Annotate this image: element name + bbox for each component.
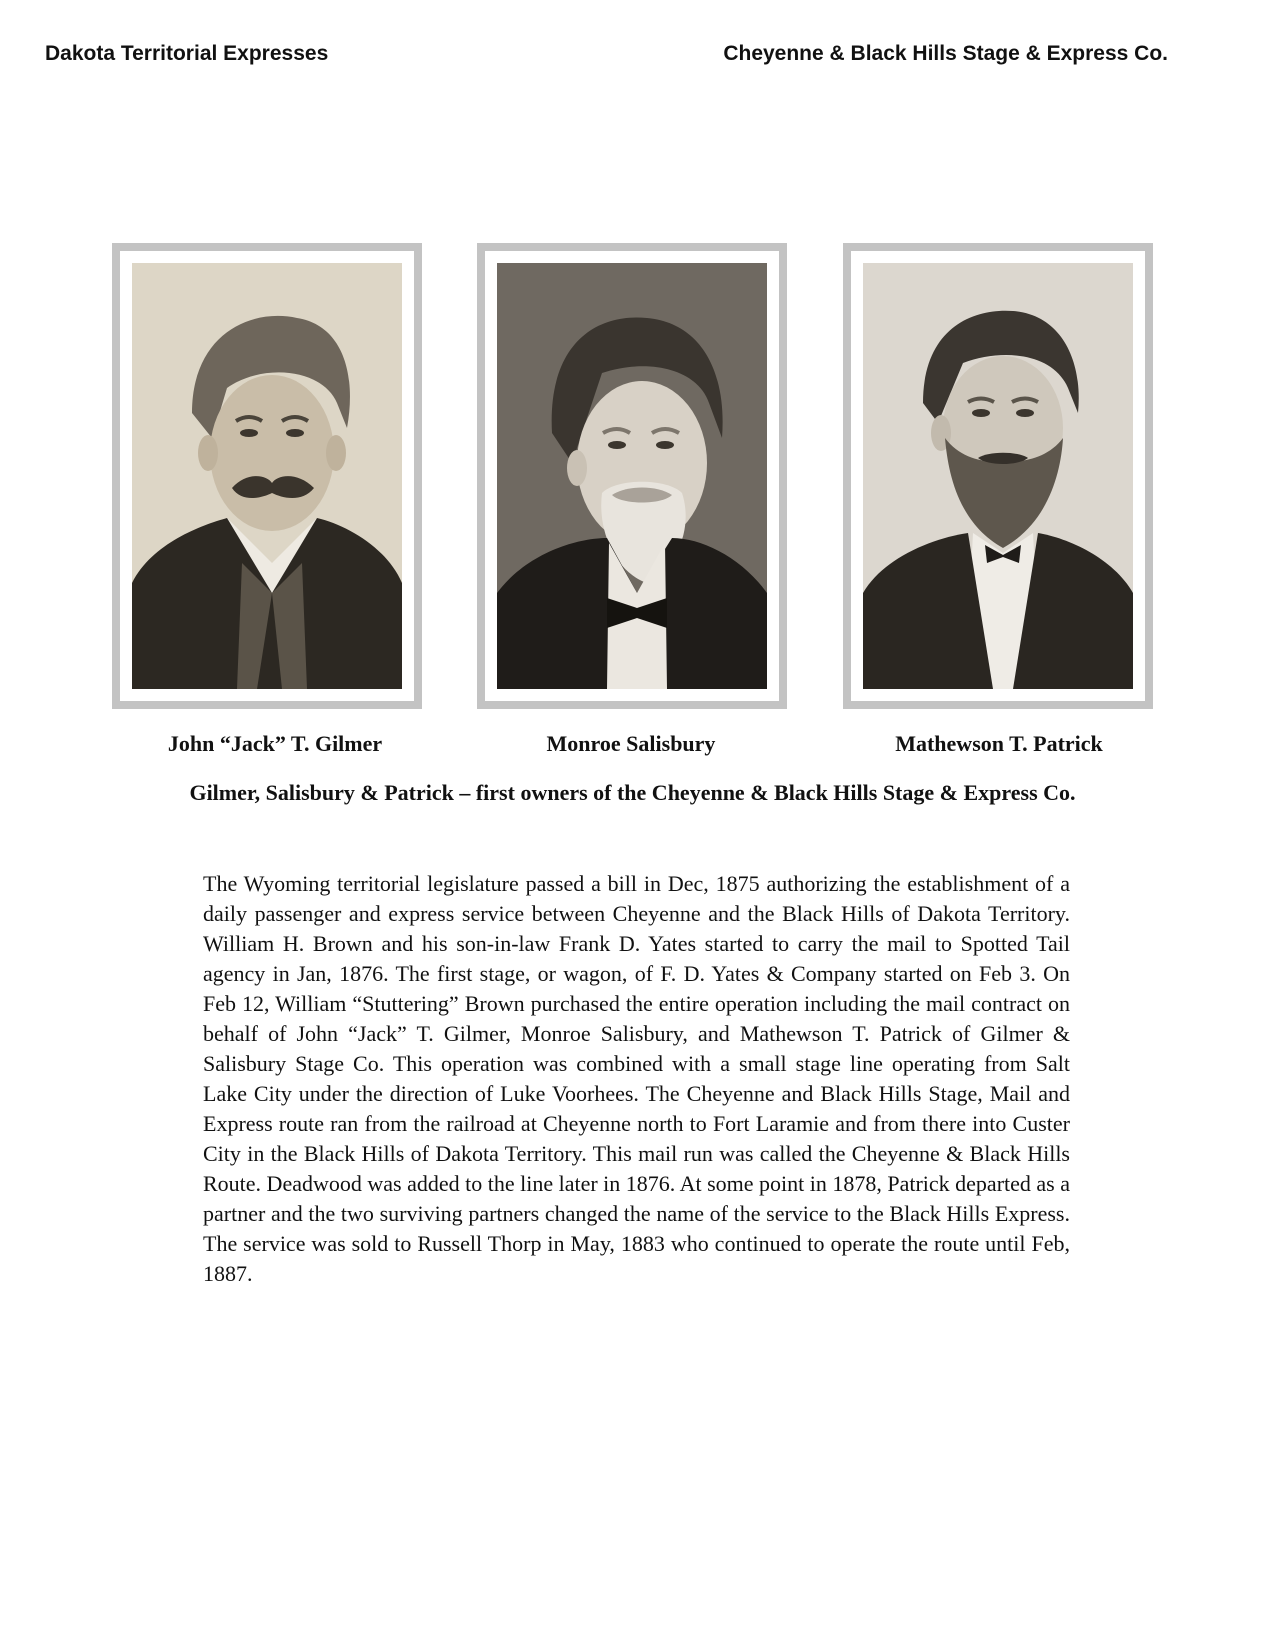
portrait-frame-patrick <box>843 243 1153 709</box>
group-caption: Gilmer, Salisbury & Patrick – first owners of the Cheyenne & Black Hills Stage & Express Co. <box>189 780 1076 805</box>
portrait-frame-gilmer <box>112 243 422 709</box>
portrait-photo-patrick <box>863 263 1133 689</box>
body-paragraph: The Wyoming territorial legislature passed a bill in Dec, 1875 authorizing the establishment of a daily passenger and express service between Cheyenne and the Black Hills of Dakota Territory. William H. Brown and his son-in-law Frank D. Yates started to carry the mail to Spotted Tail agency in Jan, 1876. The first stage, or wagon, of F. D. Yates & Company started on Feb 3. On Feb 12, William “Stuttering” Brown purchased the entire operation including the mail contract on behalf of John “Jack” T. Gilmer, Monroe Salisbury, and Mathewson T. Patrick of Gilmer & Salisbury Stage Co. This operation was combined with a small stage line operating from Salt Lake City under the direction of Luke Voorhees. The Cheyenne and Black Hills Stage, Mail and Express route ran from the railroad at Cheyenne north to Fort Laramie and from there into Custer City in the Black Hills of Dakota Territory. This mail run was called the Cheyenne & Black Hills Route. Deadwood was added to the line later in 1876. At some point in 1878, Patrick departed as a partner and the two surviving partners changed the name of the service to the Black Hills Express. The service was sold to Russell Thorp in May, 1883 who continued to operate the route until Feb, 1887. <box>203 871 1070 1286</box>
caption-patrick: Mathewson T. Patrick <box>895 731 1103 756</box>
header-right-title: Cheyenne & Black Hills Stage & Express Co. <box>723 42 1168 65</box>
portrait-frame-salisbury <box>477 243 787 709</box>
portrait-photo-gilmer <box>132 263 402 689</box>
caption-gilmer: John “Jack” T. Gilmer <box>167 731 383 756</box>
header-left-title: Dakota Territorial Expresses <box>45 42 329 65</box>
caption-salisbury: Monroe Salisbury <box>546 731 716 756</box>
portrait-photo-salisbury <box>497 263 767 689</box>
